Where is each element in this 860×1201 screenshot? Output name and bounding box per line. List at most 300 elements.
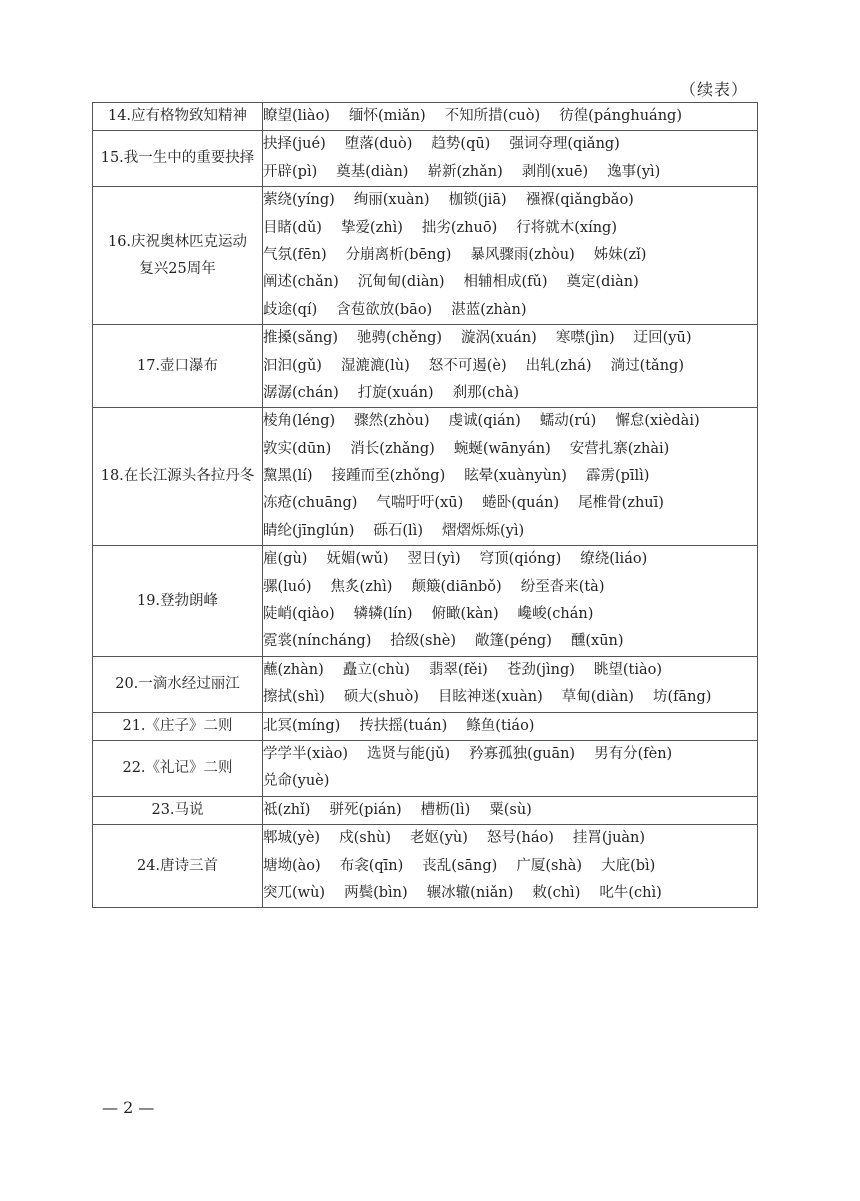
emphasis-dot-char: 强 <box>509 131 524 158</box>
vocab-word: 老妪(yù) <box>410 830 468 846</box>
emphasis-dot-char: 郫 <box>263 825 278 852</box>
vocab-word: 眺望(tiào) <box>594 662 662 678</box>
word-line <box>263 713 757 740</box>
emphasis-dot-char: 睛纶 <box>263 518 292 545</box>
table-row <box>93 408 758 546</box>
emphasis-dot-char: 徨 <box>574 103 589 130</box>
emphasis-dot-char: 石 <box>388 518 403 545</box>
table-row <box>93 712 758 740</box>
word-line <box>263 463 757 490</box>
emphasis-dot-char: 骡 <box>263 574 278 601</box>
word-line <box>263 380 757 407</box>
vocab-word: 布衾(qīn) <box>340 858 404 874</box>
emphasis-dot-char: 祗 <box>263 797 278 824</box>
vocab-word: 逸事(yì) <box>607 164 660 180</box>
emphasis-dot-char: (shù) <box>354 825 391 852</box>
vocab-word: 驰骋(chěng) <box>357 330 442 346</box>
vocab-word: 矗立(chù) <box>343 662 410 678</box>
emphasis-dot-char: 骋 <box>372 325 387 352</box>
emphasis-dot-char: 丧 <box>422 853 437 880</box>
emphasis-dot-char: 襁褓 <box>526 187 555 214</box>
vocab-word: 打旋(xuán) <box>358 385 434 401</box>
vocab-word: 坊(fāng) <box>653 689 711 705</box>
vocab-word: 虔诚(qián) <box>449 413 521 429</box>
vocab-word: 塘坳(ào) <box>263 858 321 874</box>
lesson-title-line: 19.登勃朗峰 <box>136 592 219 609</box>
lesson-title <box>93 825 263 908</box>
emphasis-dot-char: 汩 <box>263 353 278 380</box>
vocab-word: 相辅相成(fǔ) <box>463 274 547 290</box>
emphasis-dot-char: 蜿蜒 <box>454 436 483 463</box>
emphasis-dot-char: 蜷 <box>482 490 497 517</box>
vocab-word: 睛纶(jīnglún) <box>263 523 354 539</box>
emphasis-dot-char: 踵 <box>346 463 361 490</box>
lesson-title-line: 17.壶口瀑布 <box>136 357 219 374</box>
emphasis-dot-char: 号 <box>501 825 516 852</box>
emphasis-dot-char: 蠕 <box>540 408 555 435</box>
emphasis-dot-char: 瞰 <box>446 601 461 628</box>
vocab-word: 消长(zhǎng) <box>350 441 435 457</box>
emphasis-dot-char: 淌 <box>611 353 626 380</box>
emphasis-dot-char: 敦 <box>263 436 278 463</box>
vocab-word: 蜷卧(quán) <box>482 495 559 511</box>
vocab-word: 分崩离析(bēng) <box>346 247 452 263</box>
emphasis-dot-char: 颠簸 <box>411 574 440 601</box>
emphasis-dot-char: 苞 <box>351 297 366 324</box>
vocab-word: 郫城(yè) <box>263 830 320 846</box>
lesson-title-line: 16.庆祝奥林匹克运动 <box>107 233 248 250</box>
word-line <box>263 741 757 768</box>
word-line <box>263 601 757 628</box>
emphasis-dot-char: 矜 <box>469 741 484 768</box>
emphasis-dot-char: 雇 <box>263 546 278 573</box>
emphasis-dot-char: 刹 <box>453 380 468 407</box>
word-list <box>263 187 758 325</box>
vocab-word: 绚丽(xuàn) <box>354 192 430 208</box>
vocab-word: 缭绕(liáo) <box>580 551 647 567</box>
vocab-word: 抉择(jué) <box>263 136 326 152</box>
vocab-word: 剥削(xuē) <box>522 164 588 180</box>
word-line <box>263 297 757 324</box>
emphasis-dot-char: 漉 <box>355 353 370 380</box>
vocab-word: 丧乱(sāng) <box>422 858 497 874</box>
vocab-word: 寒噤(jìn) <box>556 330 615 346</box>
lesson-title-line: 24.唐诗三首 <box>136 857 219 874</box>
vocab-word: 蜿蜒(wānyán) <box>454 441 551 457</box>
vocab-word: 姊妹(zǐ) <box>594 247 647 263</box>
emphasis-dot-char: 棱 <box>263 408 278 435</box>
table-row <box>93 131 758 187</box>
table-row <box>93 825 758 908</box>
vocab-word: 强词夺理(qiǎng) <box>509 136 620 152</box>
word-line <box>263 269 757 296</box>
vocab-word: 推搡(sǎng) <box>263 330 338 346</box>
word-list <box>263 712 758 740</box>
vocab-word: 两鬓(bìn) <box>344 885 408 901</box>
emphasis-dot-char: 辗 <box>427 880 442 907</box>
vocab-word: 棱角(léng) <box>263 413 335 429</box>
vocab-word: 霓裳(níncháng) <box>263 633 371 649</box>
vocab-word: 翡翠(fěi) <box>429 662 488 678</box>
lesson-title <box>93 103 263 131</box>
emphasis-dot-char: 辅 <box>478 269 493 296</box>
emphasis-dot-char: 事 <box>622 159 637 186</box>
emphasis-dot-char: 堕 <box>345 131 360 158</box>
emphasis-dot-char: 黧 <box>263 463 278 490</box>
emphasis-dot-char: 牛 <box>614 880 629 907</box>
emphasis-dot-char: 厦 <box>531 853 546 880</box>
vocab-word: 选贤与能(jǔ) <box>367 746 450 762</box>
emphasis-dot-char: 敕 <box>532 880 547 907</box>
vocab-word: 突兀(wù) <box>263 885 325 901</box>
vocab-word: 蘸(zhàn) <box>263 662 324 678</box>
vocab-word: 雇(gù) <box>263 551 307 567</box>
lesson-title <box>93 656 263 712</box>
emphasis-dot-char: 睹 <box>278 215 293 242</box>
emphasis-dot-char: 长 <box>365 436 380 463</box>
word-line <box>263 242 757 269</box>
emphasis-dot-char: 槽 <box>421 797 436 824</box>
emphasis-dot-char: 奠 <box>336 159 351 186</box>
emphasis-dot-char: 抉 <box>263 131 278 158</box>
lesson-title <box>93 796 263 824</box>
emphasis-dot-char: 冻 <box>263 490 278 517</box>
emphasis-dot-char: 霓裳 <box>263 628 292 655</box>
vocab-word: 骤然(zhòu) <box>354 413 429 429</box>
word-line <box>263 131 757 158</box>
emphasis-dot-char: 庇 <box>616 853 631 880</box>
vocab-word: 醺(xūn) <box>571 633 624 649</box>
vocab-word: 暴风骤雨(zhòu) <box>470 247 574 263</box>
emphasis-dot-char: 分 <box>623 741 638 768</box>
emphasis-dot-char: 峭 <box>278 601 293 628</box>
emphasis-dot-char: 学 <box>263 741 278 768</box>
vocab-word: 焦炙(zhì) <box>331 579 393 595</box>
vocab-word: 敞篷(péng) <box>475 633 552 649</box>
vocab-word: 怒号(háo) <box>487 830 554 846</box>
emphasis-dot-char: 望 <box>278 103 293 130</box>
word-line <box>263 408 757 435</box>
vocab-word: 枷锁(jiā) <box>449 192 507 208</box>
emphasis-dot-char: 翌 <box>408 546 423 573</box>
emphasis-dot-char: 塘 <box>263 853 278 880</box>
emphasis-dot-char: 坊 <box>653 684 668 711</box>
vocab-word: 骈死(pián) <box>329 802 401 818</box>
emphasis-dot-char: 崩 <box>360 242 375 269</box>
vocab-word: 叱牛(chì) <box>599 885 661 901</box>
emphasis-dot-char: 甸 <box>372 269 387 296</box>
vocab-word: 祗(zhǐ) <box>263 802 310 818</box>
vocab-word: 穹顶(qióng) <box>480 551 562 567</box>
word-line <box>263 546 757 573</box>
vocab-word: 俯瞰(kàn) <box>432 606 499 622</box>
emphasis-dot-char: 与 <box>396 741 411 768</box>
word-line <box>263 436 757 463</box>
vocabulary-table <box>92 102 758 908</box>
lesson-title-line: 15.我一生中的重要抉择 <box>100 150 255 167</box>
emphasis-dot-char: 眩晕 <box>464 463 493 490</box>
emphasis-dot-char: 枷 <box>449 187 464 214</box>
table-row <box>93 103 758 131</box>
emphasis-dot-char: 罥 <box>587 825 602 852</box>
emphasis-dot-char: 炙 <box>345 574 360 601</box>
vocab-word: 黧黑(lí) <box>263 468 313 484</box>
vocab-word: 苍劲(jìng) <box>507 662 575 678</box>
vocab-word: 崭新(zhǎn) <box>427 164 502 180</box>
word-list <box>263 796 758 824</box>
word-line <box>263 215 757 242</box>
vocab-word: 汩汩(gǔ) <box>263 358 322 374</box>
emphasis-dot-char: 死 <box>344 797 359 824</box>
emphasis-dot-char: 阐 <box>263 269 278 296</box>
vocab-word: 安营扎寨(zhài) <box>570 441 670 457</box>
emphasis-dot-char: 篷 <box>490 628 505 655</box>
emphasis-dot-char: 辚 <box>354 601 369 628</box>
vocab-word: 敕(chì) <box>532 885 580 901</box>
emphasis-dot-char: 剥 <box>522 159 537 186</box>
table-row <box>93 325 758 408</box>
word-line <box>263 490 757 517</box>
emphasis-dot-char: 遏 <box>472 353 487 380</box>
emphasis-dot-char: 骤 <box>499 242 514 269</box>
vocab-word: 眩晕(xuànyùn) <box>464 468 567 484</box>
word-list <box>263 825 758 908</box>
vocab-word: 骡(luó) <box>263 579 312 595</box>
word-line <box>263 768 757 795</box>
word-list <box>263 325 758 408</box>
vocab-word: 奠定(diàn) <box>567 274 639 290</box>
lesson-title <box>93 187 263 325</box>
vocab-word: 草甸(diàn) <box>562 689 634 705</box>
word-list <box>263 103 758 131</box>
emphasis-dot-char: 漩 <box>461 325 476 352</box>
vocab-word: 缅怀(miǎn) <box>349 108 426 124</box>
emphasis-dot-char: 木 <box>560 215 575 242</box>
word-list <box>263 408 758 546</box>
vocab-word: 襁褓(qiǎngbǎo) <box>526 192 634 208</box>
page-number: — 2 — <box>102 1098 155 1117</box>
emphasis-dot-char: 椎 <box>593 490 608 517</box>
emphasis-dot-char: 妪 <box>425 825 440 852</box>
continued-label: （续表） <box>679 80 748 99</box>
emphasis-dot-char: 媚 <box>341 546 356 573</box>
word-line <box>263 880 757 907</box>
emphasis-dot-char: 甸 <box>576 684 591 711</box>
emphasis-dot-char: 虔 <box>449 408 464 435</box>
vocab-word: 尾椎骨(zhuī) <box>578 495 664 511</box>
word-line <box>263 853 757 880</box>
vocab-word: 北冥(míng) <box>263 718 340 734</box>
table-row <box>93 796 758 824</box>
emphasis-dot-char: 歧 <box>263 297 278 324</box>
word-line <box>263 187 757 214</box>
lesson-title <box>93 325 263 408</box>
emphasis-dot-char: 兀 <box>278 880 293 907</box>
emphasis-dot-char: 衾 <box>354 853 369 880</box>
vocab-word: 挂罥(juàn) <box>573 830 645 846</box>
lesson-title-line: 23.马说 <box>151 801 204 818</box>
vocab-word: 蠕动(rú) <box>540 413 597 429</box>
emphasis-dot-char: 萦 <box>263 187 278 214</box>
vocab-word: 萦绕(yíng) <box>263 192 335 208</box>
emphasis-dot-char: 拙 <box>422 215 437 242</box>
emphasis-dot-char: 潺 <box>263 380 278 407</box>
emphasis-dot-char: 熠 <box>442 518 457 545</box>
vocab-word: 硕大(shuò) <box>344 689 419 705</box>
emphasis-dot-char: 旋 <box>372 380 387 407</box>
lesson-title-line: 14.应有格物致知精神 <box>107 108 248 125</box>
word-line <box>263 797 757 824</box>
vocab-word: 淌过(tǎng) <box>611 358 684 374</box>
vocab-word: 歧途(qí) <box>263 302 317 318</box>
vocab-word: 懈怠(xièdài) <box>615 413 699 429</box>
word-line <box>263 574 757 601</box>
emphasis-dot-char: 粟 <box>489 797 504 824</box>
word-line <box>263 657 757 684</box>
lesson-title-line: 18.在长江源头各拉丹冬 <box>100 468 255 485</box>
vocab-word: 含苞欲放(bāo) <box>336 302 432 318</box>
vocab-word: 刹那(chà) <box>453 385 519 401</box>
vocab-word: 挚爱(zhì) <box>341 220 403 236</box>
lesson-title <box>93 546 263 657</box>
vocab-word: 矜寡孤独(guān) <box>469 746 575 762</box>
word-line <box>263 159 757 186</box>
vocab-word: 气喘吁吁(xū) <box>376 495 463 511</box>
vocab-word: 不知所措(cuò) <box>445 108 541 124</box>
vocab-word: 行将就木(xíng) <box>516 220 617 236</box>
emphasis-dot-char: 沓 <box>550 574 565 601</box>
emphasis-dot-char: 兑 <box>263 768 278 795</box>
emphasis-dot-char: 奠 <box>567 269 582 296</box>
emphasis-dot-char: 挚 <box>341 215 356 242</box>
table-row <box>93 546 758 657</box>
word-list <box>263 740 758 796</box>
word-list <box>263 656 758 712</box>
lesson-title <box>93 740 263 796</box>
vocab-word: 潺潺(chán) <box>263 385 339 401</box>
lesson-title-line: 复兴25周年 <box>139 260 216 277</box>
emphasis-dot-char: 矗 <box>343 657 358 684</box>
vocab-word: 纷至沓来(tà) <box>521 579 605 595</box>
vocab-word: 湿漉漉(lù) <box>341 358 410 374</box>
vocab-word: 迂回(yū) <box>634 330 692 346</box>
emphasis-dot-char: 轧 <box>540 353 555 380</box>
lesson-title-line: 21.《庄子》二则 <box>122 717 233 734</box>
emphasis-dot-char: 鬓 <box>359 880 374 907</box>
word-line <box>263 353 757 380</box>
vocab-word: 怒不可遏(è) <box>429 358 507 374</box>
emphasis-dot-char: 噤 <box>570 325 585 352</box>
word-line <box>263 103 757 130</box>
vocab-word: 沉甸甸(diàn) <box>358 274 445 290</box>
vocab-word: 砾石(lì) <box>373 523 423 539</box>
vocab-word: 辗冰辙(niǎn) <box>427 885 514 901</box>
table-row <box>93 740 758 796</box>
vocab-word: 拙劣(zhuō) <box>422 220 497 236</box>
vocab-word: 妩媚(wǔ) <box>326 551 388 567</box>
vocab-word: 湛蓝(zhàn) <box>451 302 526 318</box>
word-line <box>263 325 757 352</box>
vocab-word: 广厦(shà) <box>516 858 582 874</box>
word-line <box>263 518 757 545</box>
vocab-word: 接踵而至(zhǒng) <box>332 468 446 484</box>
word-list <box>263 131 758 187</box>
emphasis-dot-char: 懈 <box>615 408 630 435</box>
vocab-word: 冻疮(chuāng) <box>263 495 357 511</box>
vocab-word: 熠熠烁烁(yì) <box>442 523 524 539</box>
emphasis-dot-char: 拭 <box>278 684 293 711</box>
vocab-word: 鲦鱼(tiáo) <box>466 718 534 734</box>
emphasis-dot-char: 大 <box>358 684 373 711</box>
emphasis-dot-char: 蘸 <box>263 657 278 684</box>
emphasis-dot-char: 骤 <box>354 408 369 435</box>
vocab-word: 霹雳(pīlì) <box>586 468 650 484</box>
vocab-word: 粟(sù) <box>489 802 532 818</box>
vocab-word: 学学半(xiào) <box>263 746 348 762</box>
vocab-word: 堕落(duò) <box>345 136 413 152</box>
vocab-word: 趋势(qū) <box>431 136 490 152</box>
vocab-word: 阐述(chǎn) <box>263 274 339 290</box>
vocab-word: 奠基(diàn) <box>336 164 408 180</box>
vocab-word: 出轧(zhá) <box>526 358 592 374</box>
vocab-word: 抟扶摇(tuán) <box>359 718 447 734</box>
vocab-word: 陡峭(qiào) <box>263 606 335 622</box>
vocab-word: 拾级(shè) <box>390 633 456 649</box>
vocab-word: 戍(shù) <box>339 830 391 846</box>
emphasis-dot-char: 缭 <box>580 546 595 573</box>
emphasis-dot-char: 丽 <box>368 187 383 214</box>
lesson-title-line: 22.《礼记》二则 <box>122 759 233 776</box>
emphasis-dot-char: 崭 <box>427 159 442 186</box>
word-list <box>263 546 758 657</box>
lesson-title <box>93 408 263 546</box>
emphasis-dot-char: 翠 <box>443 657 458 684</box>
vocab-word: 男有分(fèn) <box>594 746 672 762</box>
vocab-word: 气氛(fēn) <box>263 247 327 263</box>
emphasis-dot-char: 扶 <box>374 713 389 740</box>
vocab-word: 漩涡(xuán) <box>461 330 537 346</box>
table-row <box>93 656 758 712</box>
lesson-title <box>93 131 263 187</box>
vocab-word: 巉峻(chán) <box>518 606 594 622</box>
lesson-title <box>93 712 263 740</box>
word-line <box>263 684 757 711</box>
vocab-word: 开辟(pì) <box>263 164 317 180</box>
vocab-word: 瞭望(liào) <box>263 108 330 124</box>
emphasis-dot-char: 神 <box>467 684 482 711</box>
vocab-word: 大庇(bì) <box>601 858 655 874</box>
vocab-word: 兑命(yuè) <box>263 773 329 789</box>
vocab-word: 目睹(dǔ) <box>263 220 322 236</box>
vocab-word: 彷徨(pánghuáng) <box>559 108 682 124</box>
vocab-word: 目眩神迷(xuàn) <box>438 689 543 705</box>
emphasis-dot-char: 寨 <box>613 436 628 463</box>
vocab-word: 敦实(dūn) <box>263 441 331 457</box>
word-line <box>263 825 757 852</box>
emphasis-dot-char: 雳 <box>600 463 615 490</box>
word-line <box>263 628 757 655</box>
emphasis-dot-char: 湛 <box>451 297 466 324</box>
table-row <box>93 187 758 325</box>
emphasis-dot-char: 迂 <box>634 325 649 352</box>
emphasis-dot-char: 怀 <box>363 103 378 130</box>
emphasis-dot-char: 势 <box>446 131 461 158</box>
emphasis-dot-char: 气 <box>263 242 278 269</box>
emphasis-dot-char: 搡 <box>278 325 293 352</box>
vocab-word: 颠簸(diānbǒ) <box>411 579 501 595</box>
emphasis-dot-char: 拾 <box>390 628 405 655</box>
emphasis-dot-char: 鲦 <box>466 713 481 740</box>
